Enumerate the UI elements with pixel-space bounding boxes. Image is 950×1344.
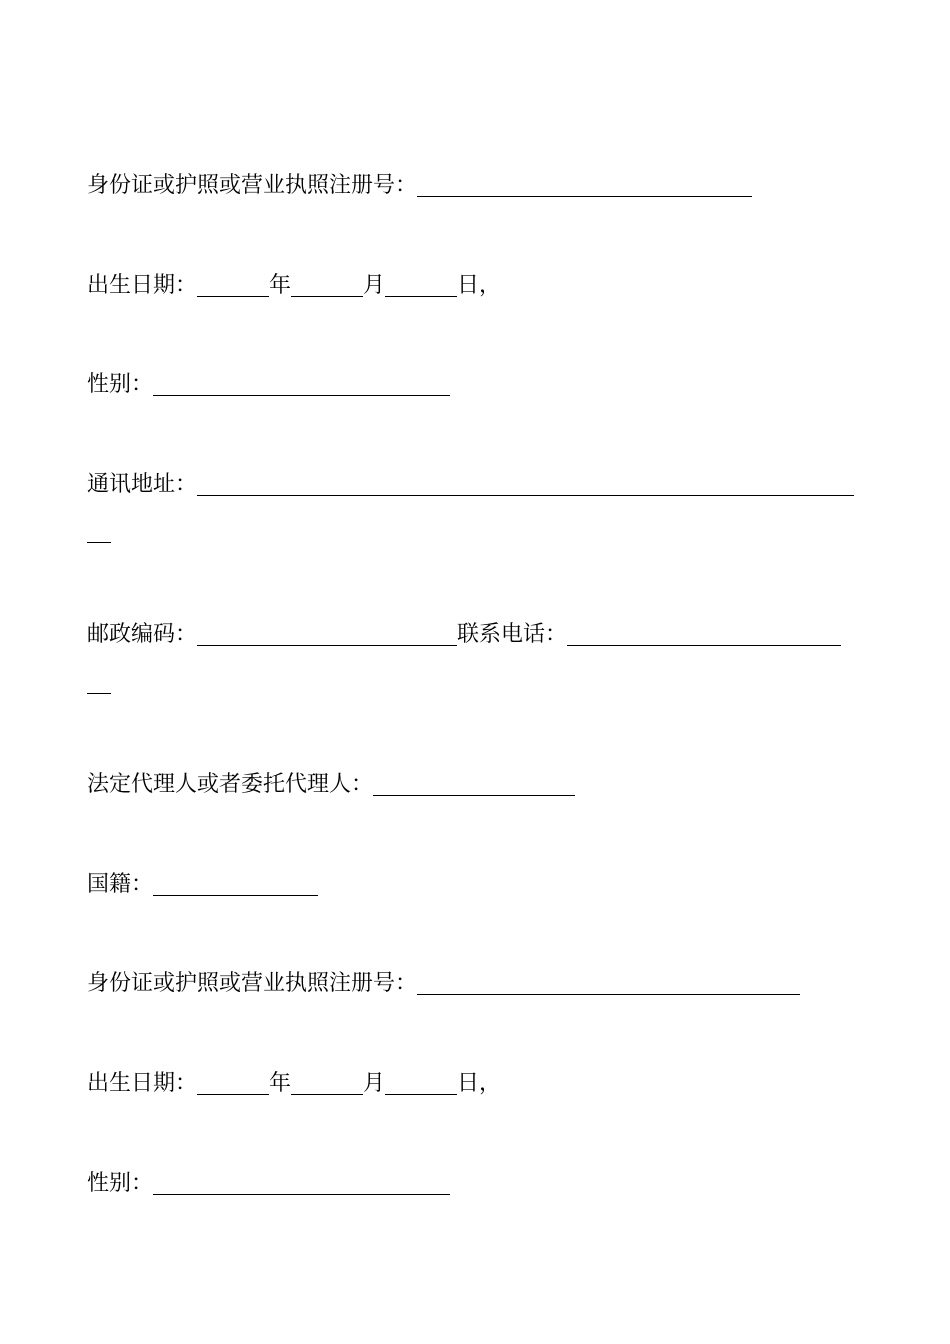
- agent-label: 法定代理人或者委托代理人：: [87, 772, 374, 797]
- phone-blank[interactable]: [567, 623, 841, 646]
- birth-month-blank[interactable]: [291, 1072, 363, 1095]
- gender-blank[interactable]: [153, 373, 450, 396]
- agent-line: [87, 764, 575, 798]
- birth-date-label: 出生日期：: [87, 1071, 198, 1096]
- phone-blank-continuation[interactable]: [87, 670, 111, 694]
- postcode-label: 邮政编码：: [87, 622, 198, 647]
- id-number-line-2: [87, 963, 800, 997]
- day-label: 日，: [457, 1071, 502, 1096]
- agent-blank[interactable]: [373, 773, 575, 796]
- year-label: 年: [269, 1071, 292, 1096]
- month-label: 月: [363, 1071, 386, 1096]
- address-line: [87, 464, 854, 498]
- gender-line-1: [87, 364, 450, 398]
- id-number-blank[interactable]: [417, 174, 752, 197]
- birth-day-blank[interactable]: [385, 1072, 457, 1095]
- gender-blank[interactable]: [153, 1172, 450, 1195]
- id-number-label: 身份证或护照或营业执照注册号：: [87, 971, 418, 996]
- day-label: 日，: [457, 273, 502, 298]
- address-blank-continuation[interactable]: [87, 519, 111, 543]
- postcode-phone-line: [87, 614, 841, 648]
- address-label: 通讯地址：: [87, 472, 198, 497]
- gender-line-2: [87, 1163, 450, 1197]
- address-blank[interactable]: [197, 473, 854, 496]
- birth-date-line-1: [87, 265, 501, 299]
- id-number-label: 身份证或护照或营业执照注册号：: [87, 173, 418, 198]
- nationality-label: 国籍：: [87, 872, 154, 897]
- birth-date-line-2: [87, 1063, 501, 1097]
- id-number-line-1: [87, 165, 752, 199]
- postcode-blank[interactable]: [197, 623, 457, 646]
- phone-label: 联系电话：: [457, 622, 568, 647]
- id-number-blank[interactable]: [417, 972, 800, 995]
- birth-day-blank[interactable]: [385, 274, 457, 297]
- nationality-line: [87, 864, 318, 898]
- year-label: 年: [269, 273, 292, 298]
- birth-year-blank[interactable]: [197, 274, 269, 297]
- birth-date-label: 出生日期：: [87, 273, 198, 298]
- month-label: 月: [363, 273, 386, 298]
- gender-label: 性别：: [87, 372, 154, 397]
- nationality-blank[interactable]: [153, 873, 318, 896]
- gender-label: 性别：: [87, 1171, 154, 1196]
- birth-month-blank[interactable]: [291, 274, 363, 297]
- birth-year-blank[interactable]: [197, 1072, 269, 1095]
